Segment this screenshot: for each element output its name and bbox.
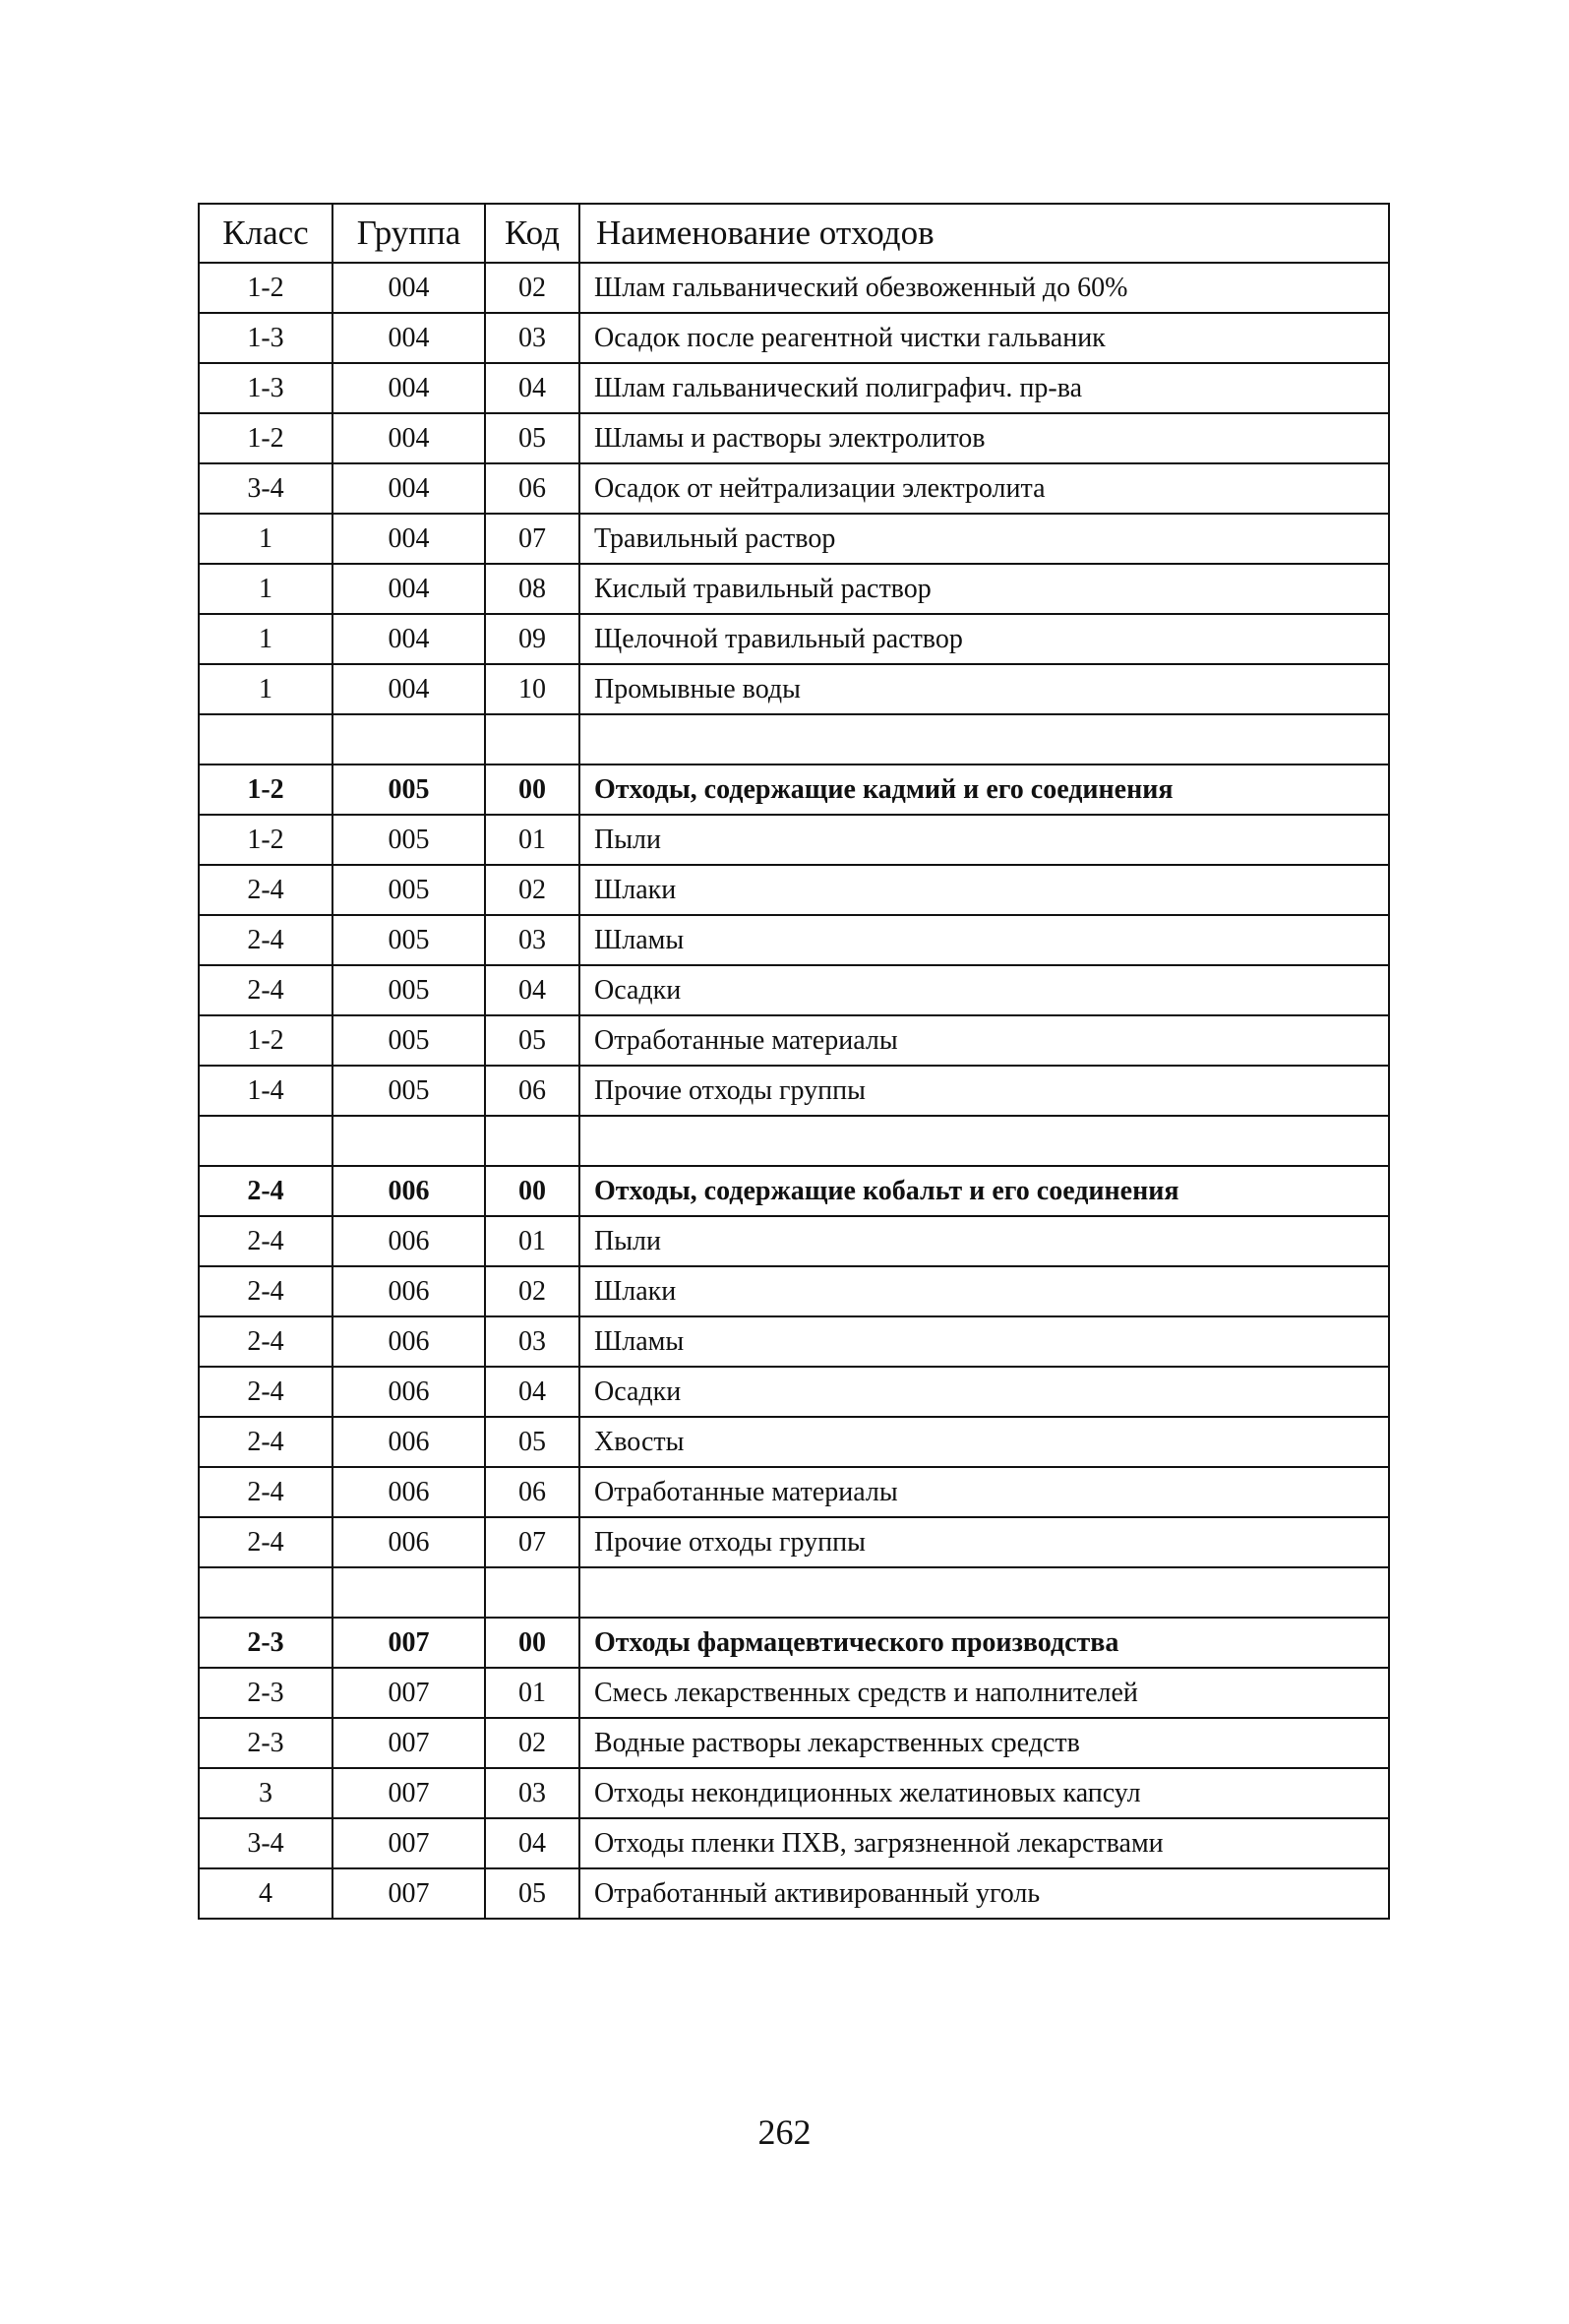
cell-group: 004: [332, 514, 485, 564]
table-row: [199, 313, 1389, 363]
cell-name: Шламы и растворы электролитов: [579, 413, 1389, 463]
cell-code: 07: [485, 514, 579, 564]
cell-class: 2-3: [199, 1718, 332, 1768]
table-row: [199, 1417, 1389, 1467]
cell-group: 005: [332, 764, 485, 815]
cell-class: 2-4: [199, 1417, 332, 1467]
empty-cell: [332, 1567, 485, 1618]
cell-class: 1-3: [199, 313, 332, 363]
cell-name: Прочие отходы группы: [579, 1517, 1389, 1567]
cell-name: Шлаки: [579, 865, 1389, 915]
table-row: [199, 965, 1389, 1015]
table-row: [199, 514, 1389, 564]
table-row: [199, 1316, 1389, 1367]
cell-code: 02: [485, 1266, 579, 1316]
cell-group: 004: [332, 463, 485, 514]
cell-group: 004: [332, 614, 485, 664]
cell-class: 4: [199, 1868, 332, 1919]
table-row: [199, 1216, 1389, 1266]
table-row: [199, 1768, 1389, 1818]
cell-class: 1: [199, 514, 332, 564]
cell-group: 006: [332, 1367, 485, 1417]
cell-class: 1-2: [199, 764, 332, 815]
cell-group: 007: [332, 1668, 485, 1718]
cell-group: 006: [332, 1166, 485, 1216]
cell-name: Осадок от нейтрализации электролита: [579, 463, 1389, 514]
table-row: [199, 1467, 1389, 1517]
cell-name: Шламы: [579, 1316, 1389, 1367]
cell-code: 09: [485, 614, 579, 664]
cell-group: 006: [332, 1316, 485, 1367]
table-row: [199, 815, 1389, 865]
cell-code: 05: [485, 1015, 579, 1066]
cell-code: 00: [485, 1618, 579, 1668]
blank-separator-row: [199, 1567, 1389, 1618]
table-row: [199, 1066, 1389, 1116]
cell-code: 05: [485, 413, 579, 463]
cell-class: 1: [199, 614, 332, 664]
cell-group: 005: [332, 815, 485, 865]
empty-cell: [579, 714, 1389, 764]
table-row: [199, 263, 1389, 313]
cell-code: 07: [485, 1517, 579, 1567]
cell-code: 02: [485, 865, 579, 915]
cell-code: 02: [485, 1718, 579, 1768]
cell-code: 06: [485, 1066, 579, 1116]
empty-cell: [199, 714, 332, 764]
cell-class: 1-3: [199, 363, 332, 413]
table-row: [199, 564, 1389, 614]
cell-code: 03: [485, 1768, 579, 1818]
cell-name: Отходы фармацевтического производства: [579, 1618, 1389, 1668]
cell-group: 007: [332, 1868, 485, 1919]
cell-group: 005: [332, 915, 485, 965]
group-heading-row: [199, 764, 1389, 815]
cell-class: 1-4: [199, 1066, 332, 1116]
cell-code: 05: [485, 1868, 579, 1919]
cell-group: 004: [332, 664, 485, 714]
cell-name: Промывные воды: [579, 664, 1389, 714]
cell-class: 1-2: [199, 263, 332, 313]
cell-group: 006: [332, 1216, 485, 1266]
table-row: [199, 1367, 1389, 1417]
cell-name: Травильный раствор: [579, 514, 1389, 564]
page-number: 262: [757, 2112, 812, 2152]
cell-code: 04: [485, 1818, 579, 1868]
blank-separator-row: [199, 714, 1389, 764]
empty-cell: [199, 1567, 332, 1618]
header-class: Класс: [199, 204, 332, 263]
cell-group: 005: [332, 865, 485, 915]
cell-name: Отходы некондиционных желатиновых капсул: [579, 1768, 1389, 1818]
cell-class: 2-4: [199, 1316, 332, 1367]
cell-code: 03: [485, 313, 579, 363]
header-group: Группа: [332, 204, 485, 263]
cell-name: Хвосты: [579, 1417, 1389, 1467]
cell-code: 00: [485, 1166, 579, 1216]
cell-code: 01: [485, 815, 579, 865]
table-row: [199, 664, 1389, 714]
cell-name: Прочие отходы группы: [579, 1066, 1389, 1116]
group-heading-row: [199, 1618, 1389, 1668]
empty-cell: [199, 1116, 332, 1166]
empty-cell: [332, 714, 485, 764]
header-name: Наименование отходов: [579, 204, 1389, 263]
cell-name: Шлам гальванический полиграфич. пр-ва: [579, 363, 1389, 413]
cell-class: 2-4: [199, 1367, 332, 1417]
cell-code: 01: [485, 1668, 579, 1718]
cell-class: 2-4: [199, 865, 332, 915]
table-row: [199, 363, 1389, 413]
cell-class: 2-4: [199, 965, 332, 1015]
cell-code: 06: [485, 463, 579, 514]
cell-code: 01: [485, 1216, 579, 1266]
cell-class: 1: [199, 564, 332, 614]
cell-name: Кислый травильный раствор: [579, 564, 1389, 614]
empty-cell: [332, 1116, 485, 1166]
cell-group: 006: [332, 1266, 485, 1316]
cell-group: 007: [332, 1618, 485, 1668]
cell-group: 005: [332, 1066, 485, 1116]
cell-code: 10: [485, 664, 579, 714]
cell-name: Осадок после реагентной чистки гальваник: [579, 313, 1389, 363]
cell-code: 00: [485, 764, 579, 815]
table-row: [199, 1015, 1389, 1066]
blank-separator-row: [199, 1116, 1389, 1166]
table-row: [199, 1266, 1389, 1316]
cell-name: Щелочной травильный раствор: [579, 614, 1389, 664]
table-row: [199, 1868, 1389, 1919]
cell-class: 1: [199, 664, 332, 714]
cell-group: 005: [332, 965, 485, 1015]
cell-group: 004: [332, 313, 485, 363]
cell-name: Пыли: [579, 1216, 1389, 1266]
cell-name: Шлам гальванический обезвоженный до 60%: [579, 263, 1389, 313]
cell-name: Осадки: [579, 1367, 1389, 1417]
empty-cell: [579, 1567, 1389, 1618]
cell-name: Отходы пленки ПХВ, загрязненной лекарствами: [579, 1818, 1389, 1868]
cell-class: 2-4: [199, 1216, 332, 1266]
cell-group: 005: [332, 1015, 485, 1066]
cell-code: 04: [485, 363, 579, 413]
cell-name: Отработанные материалы: [579, 1015, 1389, 1066]
table-row: [199, 1818, 1389, 1868]
table-row: [199, 614, 1389, 664]
cell-class: 3-4: [199, 1818, 332, 1868]
cell-name: Отработанный активированный уголь: [579, 1868, 1389, 1919]
cell-group: 006: [332, 1417, 485, 1467]
cell-code: 03: [485, 915, 579, 965]
cell-class: 2-4: [199, 915, 332, 965]
waste-classification-table: [198, 203, 1390, 1920]
table-row: [199, 1517, 1389, 1567]
cell-class: 2-4: [199, 1266, 332, 1316]
cell-name: Шламы: [579, 915, 1389, 965]
cell-name: Смесь лекарственных средств и наполнителей: [579, 1668, 1389, 1718]
group-heading-row: [199, 1166, 1389, 1216]
cell-name: Водные растворы лекарственных средств: [579, 1718, 1389, 1768]
cell-name: Отходы, содержащие кадмий и его соединения: [579, 764, 1389, 815]
cell-class: 2-4: [199, 1166, 332, 1216]
table-row: [199, 915, 1389, 965]
cell-name: Отработанные материалы: [579, 1467, 1389, 1517]
table-row: [199, 1668, 1389, 1718]
cell-class: 2-4: [199, 1467, 332, 1517]
cell-class: 2-3: [199, 1668, 332, 1718]
empty-cell: [579, 1116, 1389, 1166]
cell-group: 004: [332, 263, 485, 313]
table-row: [199, 463, 1389, 514]
cell-group: 004: [332, 363, 485, 413]
cell-class: 2-3: [199, 1618, 332, 1668]
header-row: [199, 204, 1389, 263]
cell-name: Отходы, содержащие кобальт и его соединения: [579, 1166, 1389, 1216]
cell-class: 1-2: [199, 1015, 332, 1066]
cell-code: 06: [485, 1467, 579, 1517]
cell-code: 02: [485, 263, 579, 313]
cell-name: Шлаки: [579, 1266, 1389, 1316]
table-row: [199, 1718, 1389, 1768]
cell-group: 007: [332, 1768, 485, 1818]
cell-code: 04: [485, 965, 579, 1015]
empty-cell: [485, 1567, 579, 1618]
cell-code: 05: [485, 1417, 579, 1467]
cell-group: 004: [332, 564, 485, 614]
cell-name: Пыли: [579, 815, 1389, 865]
header-code: Код: [485, 204, 579, 263]
cell-group: 007: [332, 1718, 485, 1768]
cell-group: 006: [332, 1517, 485, 1567]
table-row: [199, 413, 1389, 463]
empty-cell: [485, 1116, 579, 1166]
cell-class: 1-2: [199, 815, 332, 865]
cell-code: 08: [485, 564, 579, 614]
cell-name: Осадки: [579, 965, 1389, 1015]
cell-class: 1-2: [199, 413, 332, 463]
empty-cell: [485, 714, 579, 764]
table-header: [199, 204, 1389, 263]
table-row: [199, 865, 1389, 915]
table-body: [199, 263, 1389, 1919]
cell-group: 006: [332, 1467, 485, 1517]
cell-class: 2-4: [199, 1517, 332, 1567]
cell-group: 004: [332, 413, 485, 463]
cell-class: 3: [199, 1768, 332, 1818]
cell-group: 007: [332, 1818, 485, 1868]
cell-class: 3-4: [199, 463, 332, 514]
cell-code: 04: [485, 1367, 579, 1417]
cell-code: 03: [485, 1316, 579, 1367]
